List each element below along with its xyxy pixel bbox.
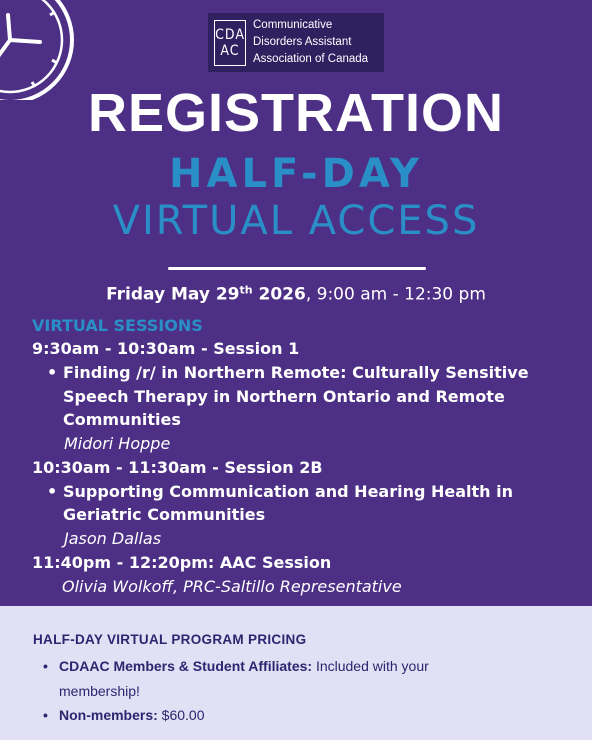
- pricing-nonmembers-value: $60.00: [157, 707, 205, 723]
- session-slot-2: 10:30am - 11:30am - Session 2B: [32, 457, 323, 477]
- pricing-item-nonmembers: [33, 703, 433, 728]
- pricing-panel: [0, 606, 592, 740]
- session-2-talk: • Supporting Communication and Hearing Health in Geriatric Communities: [32, 480, 572, 527]
- divider: [168, 267, 426, 270]
- session-slot-3: 11:40pm - 12:20pm: AAC Session: [32, 552, 332, 572]
- logo-name-line2: Disorders Assistant: [253, 36, 352, 48]
- sessions-heading: VIRTUAL SESSIONS: [32, 316, 203, 335]
- cdaac-logo: [208, 13, 384, 72]
- pricing-nonmembers-label: Non-members:: [59, 707, 158, 723]
- pricing-item-members: [33, 654, 433, 703]
- date-suffix: th: [239, 283, 253, 296]
- session-3-speaker: Olivia Wolkoff, PRC-Saltillo Representative: [62, 576, 402, 596]
- date-day: Friday May 29: [106, 284, 240, 305]
- logo-name: [253, 17, 368, 68]
- session-1-speaker: Midori Hoppe: [64, 433, 171, 453]
- pricing-members-label: CDAAC Members & Student Affiliates:: [59, 658, 313, 674]
- logo-mark-line1: CDA: [215, 26, 245, 43]
- logo-mark: [214, 20, 246, 66]
- sessions-list: [32, 314, 572, 599]
- pricing-title: HALF-DAY VIRTUAL PROGRAM PRICING: [33, 632, 307, 647]
- pricing-members-value: Included with your membership!: [59, 658, 429, 699]
- subtitle-half-day: HALF-DAY: [169, 151, 423, 197]
- session-slot-1: 9:30am - 10:30am - Session 1: [32, 339, 300, 358]
- session-2-speaker: Jason Dallas: [64, 528, 162, 548]
- logo-mark-line2: AC: [220, 42, 240, 59]
- logo-name-line1: Communicative: [253, 19, 333, 31]
- event-date: [0, 283, 592, 305]
- pricing-list: [33, 654, 433, 728]
- date-year: 2026: [252, 284, 306, 305]
- subtitle-virtual-access: VIRTUAL ACCESS: [112, 198, 480, 244]
- logo-name-line3: Association of Canada: [253, 53, 369, 65]
- date-time: , 9:00 am - 12:30 pm: [305, 284, 486, 305]
- session-1-talk: • Finding /r/ in Northern Remote: Culturally Sensitive Speech Therapy in Northern Ontario and Remote Communities: [32, 361, 572, 432]
- page-title: REGISTRATION: [88, 83, 504, 143]
